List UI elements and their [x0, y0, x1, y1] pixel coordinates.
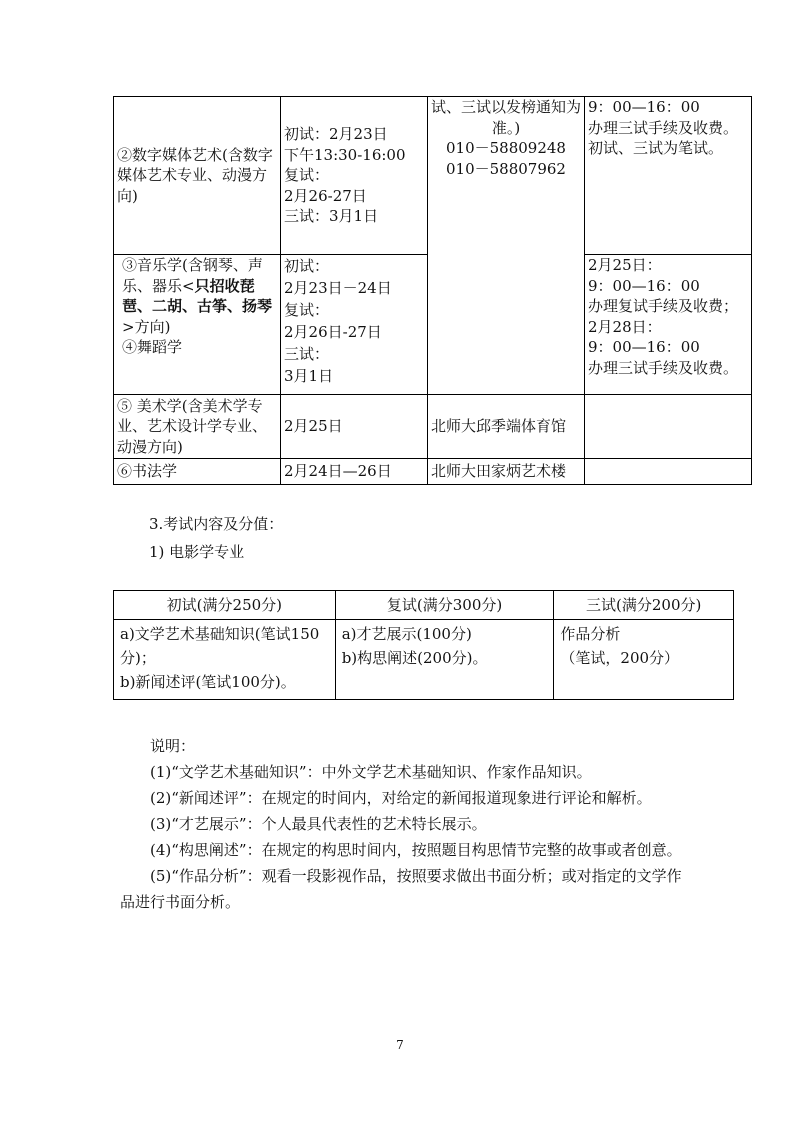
major-name-end: >方向)	[122, 317, 171, 336]
table-header-row	[114, 591, 734, 620]
column-header-third-exam: 三试(满分200分)	[554, 591, 734, 620]
third-exam-content: 作品分析 （笔试，200分）	[554, 620, 734, 700]
first-exam-content: a)文学艺术基础知识(笔试150分)； b)新闻述评(笔试100分)。	[114, 620, 336, 700]
major-cell	[114, 97, 281, 255]
exam-time-cell: 初试： 2月23日－24日 复试： 2月26日-27日 三试： 3月1日	[281, 255, 428, 395]
explanation-item: (1)“文学艺术基础知识”：中外文学艺术基础知识、作家作品知识。	[150, 763, 592, 781]
score-table	[113, 590, 734, 700]
major-cell: ⑥书法学	[114, 459, 281, 485]
explanation-item: (5)“作品分析”：观看一段影视作品，按照要求做出书面分析；或对指定的文学作品进行书面分析。	[120, 867, 682, 911]
column-header-first-exam: 初试(满分250分)	[114, 591, 336, 620]
table-row	[114, 620, 734, 700]
major-name: ②数字媒体艺术(含数字媒体艺术专业、动漫方向)	[117, 145, 273, 205]
exam-time-cell: 2月25日	[281, 395, 428, 459]
explanation-item: (4)“构思阐述”：在规定的构思时间内，按照题目构思情节完整的故事或者创意。	[150, 841, 682, 859]
subsection-heading: 1) 电影学专业	[149, 543, 245, 561]
explanation-item: (2)“新闻述评”：在规定的时间内，对给定的新闻报道现象进行评论和解析。	[150, 789, 652, 807]
location-cell: 北师大邱季端体育馆	[428, 395, 585, 459]
major-cell: ⑤ 美术学(含美术学专业、艺术设计学专业、动漫方向)	[114, 395, 281, 459]
notes-cell: 9：00—16：00 办理三试手续及收费。 初试、三试为笔试。	[585, 97, 752, 255]
section-heading: 3.考试内容及分值：	[149, 515, 284, 533]
exam-time-cell: 2月24日—26日	[281, 459, 428, 485]
major-name-extra: ④舞蹈学	[122, 338, 183, 356]
major-name: ③音乐学(含钢琴、声乐、器乐<	[122, 256, 263, 295]
table-row	[114, 395, 752, 459]
location-cell: 试、三试以发榜通知为准。) 010－58809248 010－58807962	[428, 97, 585, 395]
explanation-title: 说明：	[150, 737, 196, 755]
major-cell	[114, 255, 281, 395]
table-row	[114, 97, 752, 255]
table-row	[114, 459, 752, 485]
exam-schedule-table	[113, 96, 752, 485]
exam-time-cell: 初试：2月23日 下午13:30-16:00 复试： 2月26-27日 三试：3月1日	[281, 97, 428, 255]
notes-cell	[585, 459, 752, 485]
column-header-second-exam: 复试(满分300分)	[335, 591, 554, 620]
explanation-item: (3)“才艺展示”：个人最具代表性的艺术特长展示。	[150, 815, 487, 833]
second-exam-content: a)才艺展示(100分) b)构思阐述(200分)。	[335, 620, 554, 700]
explanation-section	[120, 733, 690, 915]
page-number: 7	[396, 1038, 404, 1052]
location-cell: 北师大田家炳艺术楼	[428, 459, 585, 485]
major-bold-text: 只招收琵琶、二胡、古筝、扬琴	[122, 276, 273, 315]
notes-cell	[585, 395, 752, 459]
notes-cell: 2月25日： 9：00—16：00 办理复试手续及收费； 2月28日： 9：00—16：00 办理三试手续及收费。	[585, 255, 752, 395]
